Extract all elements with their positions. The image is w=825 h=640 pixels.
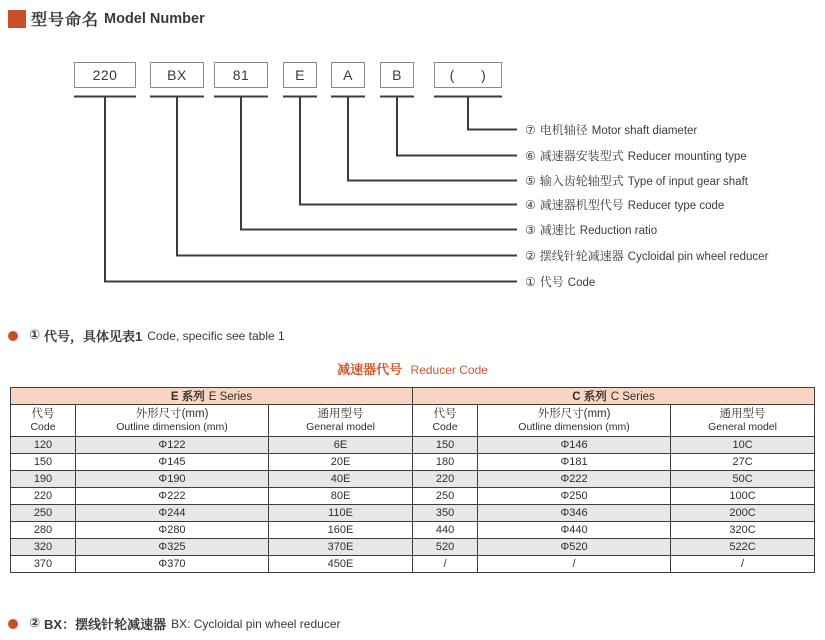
- table-cell: 100C: [671, 488, 815, 505]
- label-zh: 输入齿轮轴型式: [539, 174, 624, 188]
- table-cell: Φ520: [478, 539, 671, 556]
- model-box-ratio: [214, 62, 268, 88]
- table-cell: 250: [413, 488, 478, 505]
- table-cell: Φ440: [478, 522, 671, 539]
- table-cell: 120: [11, 437, 76, 454]
- table-cell: 350: [413, 505, 478, 522]
- table-cell: 320C: [671, 522, 815, 539]
- diagram-label-3: [525, 222, 657, 238]
- table-cell: 370E: [269, 539, 413, 556]
- model-box-code: [74, 62, 136, 88]
- col-header-dimension: 外形尺寸(mm) Outline dimension (mm): [76, 405, 269, 437]
- bullet-icon: [8, 619, 18, 629]
- label-en: Reduction ratio: [579, 225, 658, 237]
- label-zh: 减速器机型代号: [539, 198, 624, 212]
- table-cell: 40E: [269, 471, 413, 488]
- label-zh: 代号: [539, 275, 564, 289]
- model-box-label: A: [343, 67, 353, 83]
- table-title: [10, 359, 815, 379]
- circled-number: ②: [525, 249, 536, 263]
- table-row: [11, 522, 815, 539]
- circled-number: ①: [525, 275, 536, 289]
- circled-number: ③: [525, 223, 536, 237]
- page-title-zh: 型号命名: [31, 12, 100, 29]
- model-box-bx: [150, 62, 204, 88]
- model-box-mounting: [380, 62, 414, 88]
- table-cell: 440: [413, 522, 478, 539]
- table-cell: 450E: [269, 556, 413, 573]
- table-cell: Φ325: [76, 539, 269, 556]
- circled-number: ⑦: [525, 123, 536, 137]
- table-cell: 220: [413, 471, 478, 488]
- circled-number: ⑤: [525, 174, 536, 188]
- table-cell: Φ222: [478, 471, 671, 488]
- note-en: Code, specific see table 1: [147, 328, 285, 343]
- model-box-shaft-diam: [434, 62, 502, 88]
- diagram-label-2: [525, 248, 768, 264]
- col-header-code: 代号 Code: [11, 405, 76, 437]
- note-en: BX: Cycloidal pin wheel reducer: [171, 616, 341, 631]
- label-en: Code: [567, 277, 596, 289]
- table-row: [11, 505, 815, 522]
- model-box-label: E: [295, 67, 305, 83]
- series-header-c: [413, 388, 815, 405]
- table-cell: 50C: [671, 471, 815, 488]
- note-zh: BX：摆线针轮减速器: [44, 617, 167, 632]
- model-box-label: 220: [92, 67, 118, 83]
- table-cell: 220: [11, 488, 76, 505]
- table-row: [11, 539, 815, 556]
- page-title-en: Model Number: [104, 10, 205, 27]
- circled-number: ④: [525, 198, 536, 212]
- model-box-label: 81: [232, 67, 250, 83]
- table-row: [11, 471, 815, 488]
- circled-number: ②: [29, 616, 41, 631]
- table-cell: 190: [11, 471, 76, 488]
- diagram-label-6: [525, 148, 747, 164]
- table-cell: /: [671, 556, 815, 573]
- model-box-label: B: [392, 67, 402, 83]
- model-box-type-code: [283, 62, 317, 88]
- table-cell: 110E: [269, 505, 413, 522]
- table-cell: 280: [11, 522, 76, 539]
- table-cell: 320: [11, 539, 76, 556]
- model-box-label: ( ): [449, 67, 487, 83]
- col-header-dimension: 外形尺寸(mm) Outline dimension (mm): [478, 405, 671, 437]
- table-cell: Φ190: [76, 471, 269, 488]
- column-header-row: [11, 405, 815, 437]
- circled-number: ①: [29, 328, 41, 343]
- table-cell: Φ250: [478, 488, 671, 505]
- table-cell: Φ280: [76, 522, 269, 539]
- table-cell: 180: [413, 454, 478, 471]
- table-cell: /: [413, 556, 478, 573]
- table-row: [11, 556, 815, 573]
- table-cell: /: [478, 556, 671, 573]
- diagram-label-4: [525, 197, 724, 213]
- label-zh: 电机轴径: [539, 123, 588, 137]
- series-zh: E 系列: [170, 391, 205, 403]
- table-cell: 10C: [671, 437, 815, 454]
- table-cell: 150: [413, 437, 478, 454]
- table-cell: Φ244: [76, 505, 269, 522]
- table-cell: Φ146: [478, 437, 671, 454]
- diagram-label-1: [525, 274, 595, 290]
- note-bx-reducer: [8, 614, 341, 633]
- table-cell: 27C: [671, 454, 815, 471]
- note-code-see-table1: [8, 326, 285, 345]
- model-box-label: BX: [167, 67, 187, 83]
- col-header-model: 通用型号 General model: [671, 405, 815, 437]
- table-cell: Φ145: [76, 454, 269, 471]
- table-cell: Φ370: [76, 556, 269, 573]
- series-header-row: [11, 388, 815, 405]
- label-zh: 减速比: [539, 223, 576, 237]
- table-cell: 250: [11, 505, 76, 522]
- table-cell: Φ222: [76, 488, 269, 505]
- table-cell: 370: [11, 556, 76, 573]
- table-cell: Φ346: [478, 505, 671, 522]
- table-row: [11, 437, 815, 454]
- table-cell: Φ122: [76, 437, 269, 454]
- label-en: Cycloidal pin wheel reducer: [627, 251, 769, 263]
- table-row: [11, 454, 815, 471]
- bullet-icon: [8, 331, 18, 341]
- table-cell: 80E: [269, 488, 413, 505]
- label-en: Motor shaft diameter: [591, 125, 698, 137]
- table-cell: 522C: [671, 539, 815, 556]
- note-zh: 代号，具体见表1: [44, 329, 143, 344]
- series-header-e: [11, 388, 413, 405]
- table-title-en: Reducer Code: [410, 363, 488, 377]
- label-zh: 摆线针轮减速器: [539, 249, 624, 263]
- series-en: E Series: [208, 391, 253, 403]
- series-zh: C 系列: [572, 391, 607, 403]
- table-cell: 20E: [269, 454, 413, 471]
- series-en: C Series: [610, 391, 655, 403]
- table-cell: 520: [413, 539, 478, 556]
- table-cell: 160E: [269, 522, 413, 539]
- col-header-model: 通用型号 General model: [269, 405, 413, 437]
- table-title-zh: 减速器代号: [337, 362, 403, 377]
- table-cell: 6E: [269, 437, 413, 454]
- diagram-label-5: [525, 173, 748, 189]
- label-en: Reducer type code: [627, 200, 725, 212]
- circled-number: ⑥: [525, 149, 536, 163]
- col-header-code: 代号 Code: [413, 405, 478, 437]
- table-cell: 150: [11, 454, 76, 471]
- table-cell: 200C: [671, 505, 815, 522]
- reducer-code-table: [10, 387, 815, 573]
- table-row: [11, 488, 815, 505]
- table-cell: Φ181: [478, 454, 671, 471]
- label-en: Type of input gear shaft: [627, 176, 748, 188]
- label-zh: 减速器安装型式: [539, 149, 624, 163]
- diagram-label-7: [525, 122, 697, 138]
- label-en: Reducer mounting type: [627, 151, 747, 163]
- model-box-gear-shaft: [331, 62, 365, 88]
